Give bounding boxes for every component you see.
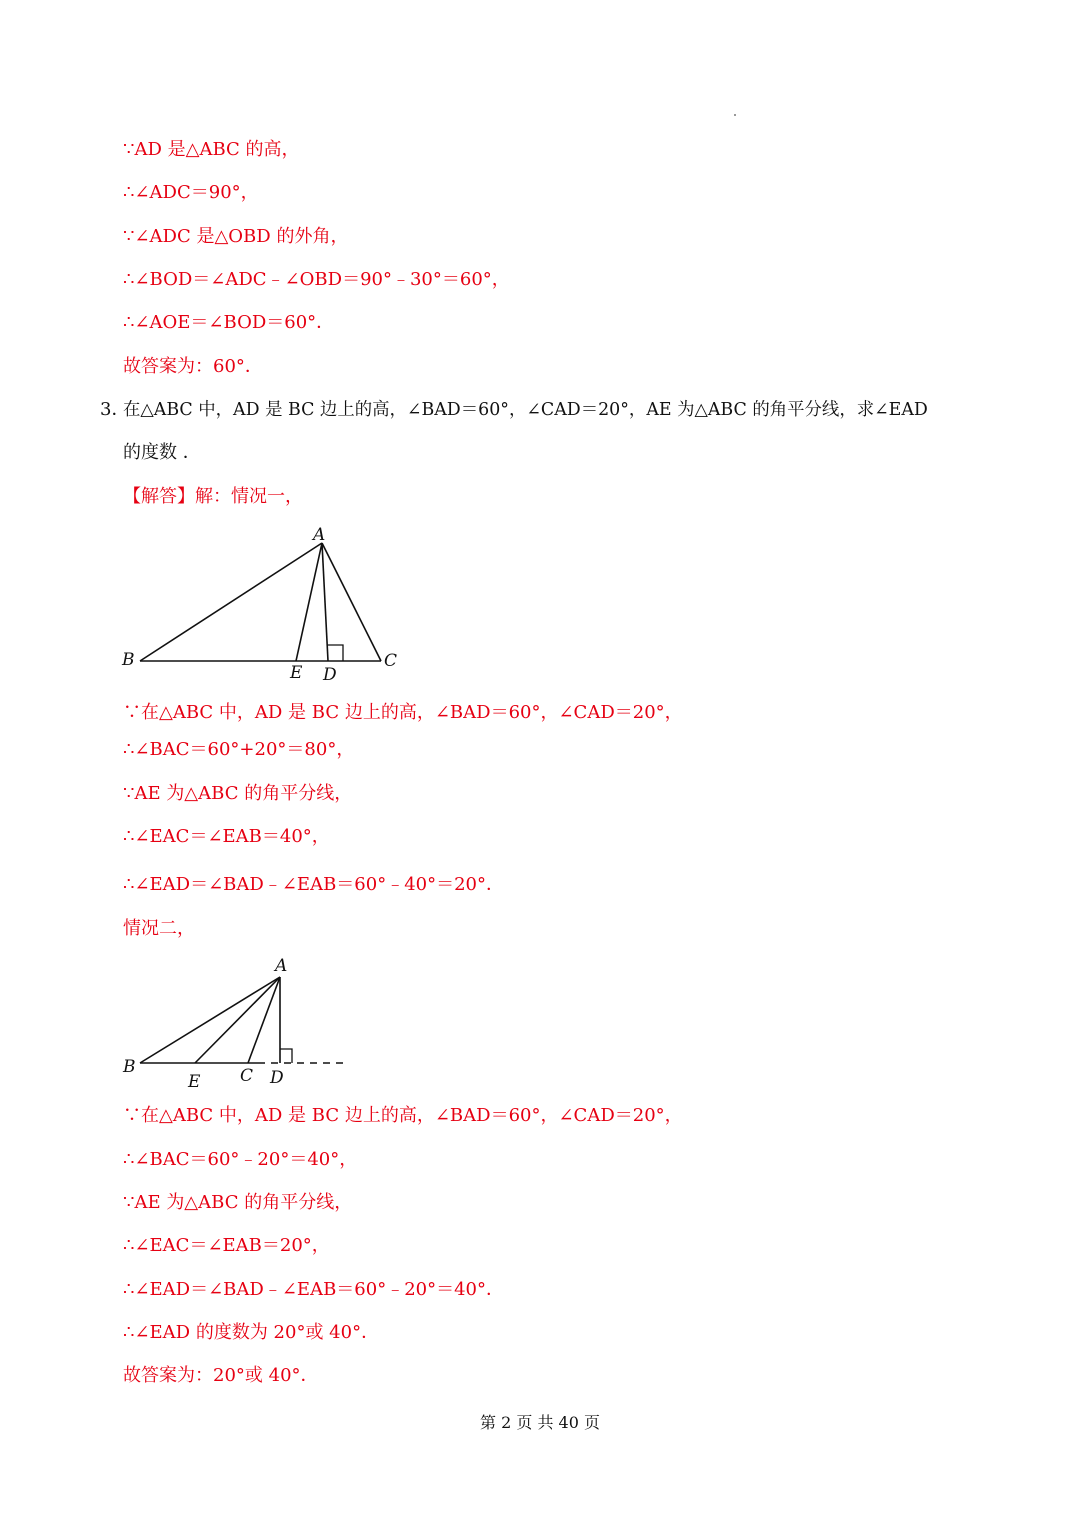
answer-heading — [123, 485, 303, 509]
case2-line-2: ∴∠BAC＝60°﹣20°＝40°， — [123, 1149, 358, 1170]
case2-line-1: ∵在△ABC 中，AD 是 BC 边上的高，∠BAD＝60°，∠CAD＝20°， — [123, 1105, 683, 1126]
conclusion-line: ∴∠EAD 的度数为 20°或 40°． — [123, 1322, 380, 1343]
label-d: D — [323, 665, 337, 685]
figure-case-1 — [118, 520, 408, 690]
right-angle-mark — [280, 1049, 292, 1063]
label-a: A — [275, 956, 288, 976]
answer-intro: 解：情况一， — [195, 486, 303, 507]
segment-ae — [195, 977, 280, 1063]
prev-solution-line-3: ∵∠ADC 是△OBD 的外角， — [123, 226, 349, 247]
final-answer-line: 故答案为：20°或 40°． — [123, 1365, 319, 1386]
prev-solution-line-5: ∴∠AOE＝∠BOD＝60°． — [123, 312, 335, 333]
label-e: E — [188, 1072, 201, 1092]
case1-line-5: ∴∠EAD＝∠BAD﹣∠EAB＝60°﹣40°＝20°． — [123, 874, 505, 895]
segment-ad — [322, 543, 328, 661]
label-c: C — [384, 651, 398, 671]
label-c: C — [240, 1066, 254, 1086]
answer-tag: 【解答】 — [123, 486, 195, 507]
segment-ae — [296, 543, 322, 661]
label-e: E — [290, 663, 303, 683]
label-b: B — [122, 650, 135, 670]
prev-solution-line-1: ∵AD 是△ABC 的高， — [123, 139, 300, 160]
case2-line-3: ∵AE 为△ABC 的角平分线， — [123, 1192, 353, 1213]
case2-title: 情况二， — [123, 918, 195, 939]
question-text-line-1: 在△ABC 中，AD 是 BC 边上的高，∠BAD＝60°，∠CAD＝20°，AE 为△ABC 的角平分线，求∠EAD — [123, 400, 928, 420]
label-b: B — [123, 1057, 136, 1077]
case2-line-5: ∴∠EAD＝∠BAD﹣∠EAB＝60°﹣20°＝40°． — [123, 1279, 505, 1300]
segment-ab — [140, 543, 322, 661]
segment-ab — [140, 977, 280, 1063]
case1-line-1: ∵在△ABC 中，AD 是 BC 边上的高，∠BAD＝60°，∠CAD＝20°， — [123, 702, 683, 723]
segment-ac — [248, 977, 280, 1063]
segment-ac — [322, 543, 381, 661]
label-d: D — [270, 1068, 284, 1088]
right-angle-mark — [328, 645, 343, 661]
prev-solution-line-2: ∴∠ADC＝90°， — [123, 182, 259, 203]
label-a: A — [313, 525, 326, 545]
case1-line-4: ∴∠EAC＝∠EAB＝40°， — [123, 826, 330, 847]
figure-case-2 — [118, 950, 358, 1095]
case2-line-4: ∴∠EAC＝∠EAB＝20°， — [123, 1235, 330, 1256]
prev-solution-line-4: ∴∠BOD＝∠ADC﹣∠OBD＝90°﹣30°＝60°， — [123, 269, 510, 290]
scan-dot — [734, 114, 736, 116]
question-number: 3． — [100, 399, 130, 420]
prev-solution-answer: 故答案为：60°． — [123, 356, 263, 377]
case1-line-2: ∴∠BAC＝60°+20°＝80°， — [123, 739, 355, 760]
page-footer: 第 2 页 共 40 页 — [480, 1413, 600, 1432]
case1-line-3: ∵AE 为△ABC 的角平分线， — [123, 783, 353, 804]
question-text-line-2: 的度数 ． — [123, 442, 201, 463]
